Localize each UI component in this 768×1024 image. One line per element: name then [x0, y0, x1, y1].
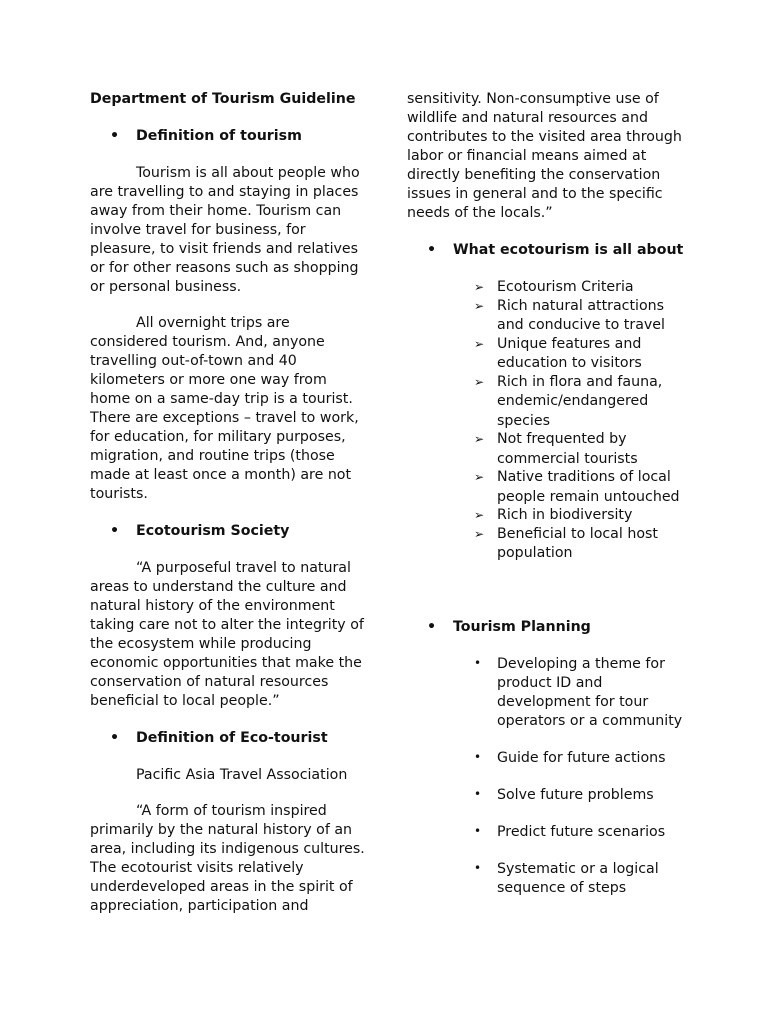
arrow-bullet-icon: ➢ [474, 470, 485, 484]
source-name: Pacific Asia Travel Association [136, 767, 348, 783]
heading-ecotourism-society [90, 522, 365, 541]
paragraph-eco-tourist-quote: “A form of tourism inspired primarily by the natural history of an area, including its indigenous cultures. The ecotourist visits relatively underdeveloped areas in the spirit of appreciation, participation and [90, 803, 365, 914]
list-item-text: Ecotourism Criteria [497, 279, 634, 295]
dot-bullet-icon: • [474, 860, 482, 875]
heading-text: Ecotourism Society [136, 523, 290, 539]
bullet-icon: • [110, 128, 120, 144]
arrow-bullet-icon: ➢ [474, 508, 485, 522]
list-item-text: Rich natural attractions and conducive to travel [497, 297, 665, 333]
dot-bullet-icon: • [474, 823, 482, 838]
paragraph-tourism-definition: Tourism is all about people who are travelling to and staying in places away from their home. Tourism can involve travel for business, for pleasure, to visit friends and relatives or for other reasons such as shopping or personal business. [90, 165, 360, 295]
list-item-text: Developing a theme for product ID and development for tour operators or a community [497, 655, 683, 729]
arrow-bullet-icon: ➢ [474, 298, 485, 313]
list-item [407, 297, 692, 336]
list-item-text: Not frequented by commercial tourists [497, 431, 638, 467]
heading-definition-of-eco-tourist [90, 729, 365, 748]
list-item [407, 786, 692, 805]
heading-definition-of-tourism [90, 127, 365, 146]
list-item-text: Rich in biodiversity [497, 507, 633, 523]
ecotourism-criteria-list [407, 278, 692, 564]
heading-text: What ecotourism is all about [453, 242, 684, 258]
list-item [407, 430, 692, 469]
dot-bullet-icon: • [474, 655, 482, 670]
arrow-bullet-icon: ➢ [474, 336, 485, 351]
heading-text: Tourism Planning [453, 618, 591, 635]
paragraph-overnight-trips: All overnight trips are considered tourism. And, anyone travelling out-of-town and 40 kilometers or more one way from home on a same-day trip is a tourist. There are exceptions – travel to work, for education, for military purposes, migration, and routine trips (those made at least once a month) are not tourists. [90, 315, 359, 502]
arrow-bullet-icon: ➢ [474, 374, 485, 389]
bullet-icon: • [427, 618, 437, 635]
dot-bullet-icon: • [474, 749, 482, 764]
arrow-bullet-icon: ➢ [474, 526, 485, 541]
tourism-planning-list [407, 655, 692, 898]
list-item-text: Guide for future actions [497, 749, 666, 766]
list-item [407, 335, 692, 374]
arrow-bullet-icon: ➢ [474, 432, 485, 446]
list-item [407, 655, 692, 731]
list-item-text: Rich in flora and fauna, endemic/endangered species [497, 373, 663, 429]
bullet-icon: • [110, 523, 120, 539]
list-item-text: Solve future problems [497, 786, 654, 803]
list-item [407, 506, 692, 526]
heading-what-ecotourism-is-all-about [407, 241, 692, 260]
list-item-text: Native traditions of local people remain untouched [497, 469, 680, 505]
left-column [90, 90, 365, 916]
list-item [407, 468, 692, 507]
list-item [407, 525, 692, 564]
list-item-text: Unique features and education to visitors [497, 335, 642, 371]
list-item [407, 749, 692, 768]
list-item-text: Systematic or a logical sequence of steps [497, 860, 659, 896]
right-column [407, 90, 692, 916]
bullet-icon: • [110, 730, 120, 746]
heading-tourism-planning [407, 618, 692, 637]
heading-text: Definition of tourism [136, 128, 302, 144]
dot-bullet-icon: • [474, 786, 482, 801]
list-item [407, 373, 692, 432]
paragraph-ecotourism-quote: “A purposeful travel to natural areas to understand the culture and natural history of the environment taking care not to alter the integrity of the ecosystem while producing economic opportunities that make the conservation of natural resources beneficial to local people.” [90, 560, 364, 709]
document-title: Department of Tourism Guideline [90, 91, 356, 107]
heading-text: Definition of Eco-tourist [136, 730, 328, 746]
paragraph-continued-quote: sensitivity. Non-consumptive use of wildlife and natural resources and contributes to the visited area through labor or financial means aimed at directly benefiting the conservation issues in general and to the specific needs of the locals.” [407, 91, 682, 221]
bullet-icon: • [427, 242, 437, 258]
list-item [407, 860, 692, 898]
list-item-text: Beneficial to local host population [497, 525, 658, 561]
arrow-bullet-icon: ➢ [474, 280, 485, 294]
list-item [407, 823, 692, 842]
list-item [407, 278, 692, 298]
list-item-text: Predict future scenarios [497, 823, 666, 840]
